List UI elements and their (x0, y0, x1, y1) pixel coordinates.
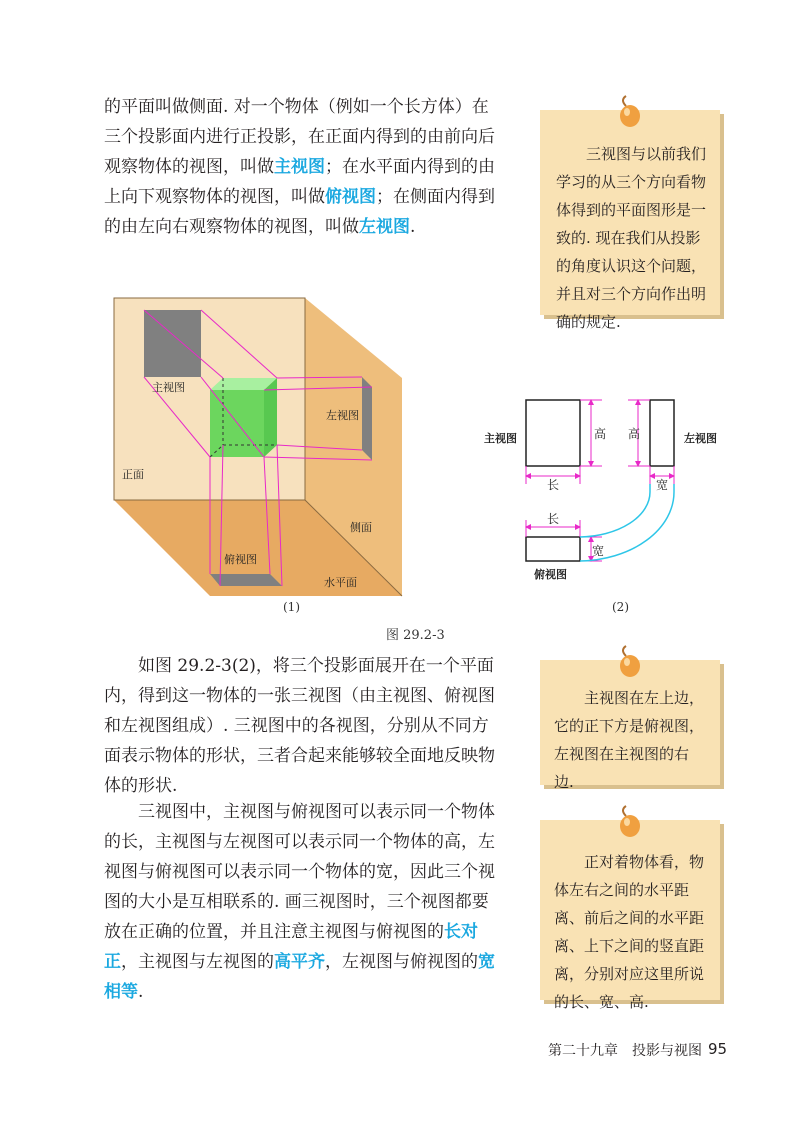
label-height-2: 高 (628, 427, 641, 441)
label-left-view-2: 左视图 (684, 432, 717, 445)
top-view-projection (210, 574, 282, 586)
figure-caption: 图 29.2-3 (386, 628, 445, 643)
label-length-1: 长 (547, 478, 560, 492)
label-top-view-2: 俯视图 (534, 568, 567, 581)
label-main-view: 主视图 (152, 381, 185, 394)
label-horizontal-plane: 水平面 (324, 576, 357, 589)
label-left-view: 左视图 (326, 409, 359, 422)
para3-text-4: . (138, 982, 144, 1002)
side-note-3-text: 正对着物体看，物体左右之间的水平距离、前后之间的水平距离、上下之间的竖直距离，分别对应这里所说的长、宽、高. (554, 853, 705, 1011)
term-height-align: 高平齐 (274, 952, 325, 972)
side-note-3 (540, 820, 720, 1011)
label-top-view: 俯视图 (224, 553, 257, 566)
pin-icon (614, 644, 644, 680)
label-height-1: 高 (594, 427, 607, 441)
pin-icon (614, 94, 644, 130)
term-main-view: 主视图 (274, 157, 325, 177)
label-width-2: 宽 (592, 544, 605, 558)
figure-1-projection (112, 290, 412, 600)
left-view-rect (650, 400, 674, 466)
side-note-1-text: 三视图与以前我们学习的从三个方向看物体得到的平面图形是一致的. 现在我们从投影的角度认识这个问题，并且对三个方向作出明确的规定. (556, 145, 707, 331)
side-note-1 (540, 110, 720, 331)
subcaption-2: (2) (612, 600, 629, 614)
intro-paragraph (104, 92, 504, 242)
label-front-plane: 正面 (122, 468, 144, 481)
left-view-projection (362, 377, 372, 460)
label-side-plane: 侧面 (350, 521, 372, 534)
intro-text-3: ；在侧面内得到的由左向右观察物体的视图，叫做 (104, 187, 495, 237)
para3-text-3: ，左视图与俯视图的 (325, 952, 478, 972)
intro-text-4: . (410, 217, 416, 237)
figure-2-three-views (478, 392, 728, 592)
label-width-1: 宽 (656, 478, 669, 492)
footer-chapter: 第二十九章 投影与视图 (548, 1043, 702, 1059)
intro-text-2: ；在水平面内得到的由上向下观察物体的视图，叫做 (104, 157, 495, 207)
term-left-view: 左视图 (359, 217, 410, 237)
subcaption-1: (1) (283, 600, 300, 614)
paragraph-2: 如图 29.2-3(2)，将三个投影面展开在一个平面内，得到这一物体的一张三视图（由主视图、俯视图和左视图组成）. 三视图中的各视图，分别从不同方面表示物体的形状，三者合起来能够较全面地反映物体的形状. (104, 656, 495, 796)
label-length-2: 长 (547, 512, 560, 526)
paragraph-3 (104, 797, 504, 1007)
term-width-equal: 宽相等 (104, 952, 495, 1002)
footer-page-number: 95 (708, 1040, 728, 1058)
term-top-view: 俯视图 (325, 187, 376, 207)
main-view-projection (144, 310, 201, 377)
intro-text-1: 的平面叫做侧面. 对一个物体（例如一个长方体）在三个投影面内进行正投影，在正面内得到的由前向后观察物体的视图，叫做 (104, 97, 495, 177)
label-main-view-2: 主视图 (484, 432, 517, 445)
side-note-2-text: 主视图在左上边，它的正下方是俯视图，左视图在主视图的右边. (554, 689, 705, 791)
pin-icon (614, 804, 644, 840)
para3-text-1: 三视图中，主视图与俯视图可以表示同一个物体的长，主视图与左视图可以表示同一个物体的高，左视图与俯视图可以表示同一个物体的宽，因此三个视图的大小是互相联系的. 画三视图时，三个视图都要放在正确的位置，并且注意主视图与俯视图的 (104, 802, 495, 942)
main-view-rect (526, 400, 580, 466)
term-length-align: 长对正 (104, 922, 478, 972)
top-view-rect (526, 537, 580, 561)
para3-text-2: ，主视图与左视图的 (121, 952, 274, 972)
